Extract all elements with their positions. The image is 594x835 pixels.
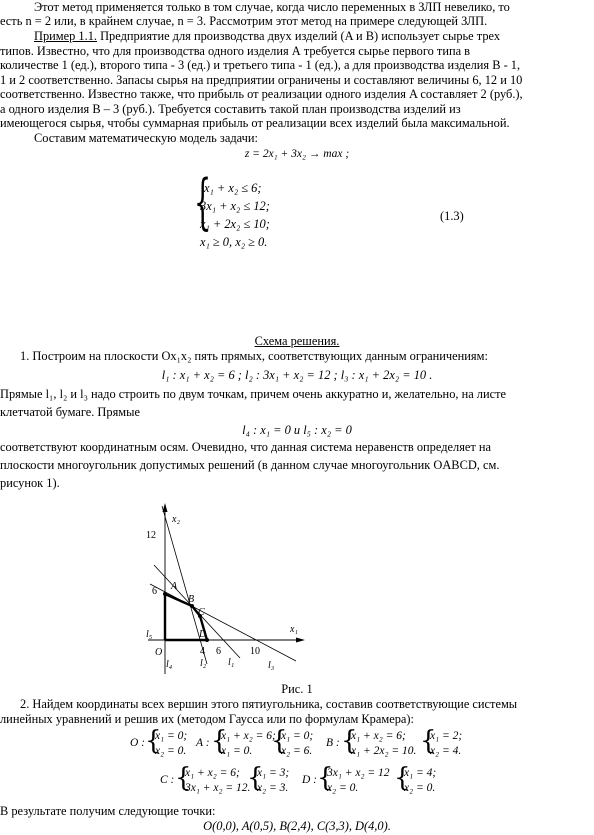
text-line: соответственно. Известно также, что прибыль от реализации одного изделия A составляет 2 (руб.), (0, 87, 523, 101)
line-l4-label: l₄ (166, 659, 173, 670)
text-line: 1 и 2 соответственно. Запасы сырья на предприятии ограничены и составляют величины 6, 12 и 10 (0, 73, 523, 87)
line-l3 (150, 584, 296, 661)
para3-line2: плоскости многоугольник допустимых решений (в данном случае многоугольник OABCD, см. (0, 458, 500, 472)
point-c-label: C (198, 607, 205, 618)
tick-6y: 6 (152, 586, 157, 597)
text-line: есть n = 2 или, в крайнем случае, n = 3. Рассмотрим этот метод на примере следующей ЗЛП. (0, 14, 488, 28)
text-line: имеющегося сырья, чтобы суммарная прибыль от реализации всех изделий была максимальной. (0, 116, 510, 130)
point-d-label: D (199, 629, 207, 640)
axes-definition: l₄ : x₁ = 0 и l₅ : x₂ = 0 (242, 423, 352, 437)
tick-4: 4 (200, 646, 205, 657)
objective-function: z = 2x₁ + 3x₂ → max ; (244, 148, 350, 160)
text-line: Этот метод применяется только в том случае, когда число переменных в ЗЛП невелико, то (34, 0, 510, 14)
point-a-dot (163, 592, 167, 596)
para2-line1: Прямые l₁, l₂ и l₃ надо строить по двум точкам, причем очень аккуратно и, желательно, на листе (0, 387, 507, 401)
text-line: Составим математическую модель задачи: (34, 131, 258, 145)
system-brace: { (194, 167, 212, 237)
constraint-2: 3x₁ + x₂ ≤ 12; (200, 199, 270, 213)
line-l2-label: l₂ (200, 658, 207, 669)
scheme-title: Схема решения. (254, 334, 340, 348)
result-points: O(0,0), A(0,5), B(2,4), C(3,3), D(4,0). (203, 819, 391, 833)
point-b-label: B (188, 594, 195, 605)
point-a-label: A (171, 581, 178, 592)
result-intro: В результате получим следующие точки: (0, 804, 216, 818)
figure-caption: Рис. 1 (281, 682, 313, 696)
tick-10: 10 (250, 646, 260, 657)
constraint-4: x₁ ≥ 0, x₂ ≥ 0. (200, 235, 268, 249)
para2-line2: клетчатой бумаге. Прямые (0, 405, 140, 419)
step2-line1: 2. Найдем координаты всех вершин этого пятиугольника, составив соответствующие системы (20, 697, 518, 711)
figure-1-graph (140, 498, 310, 683)
line-l1-label: l₁ (228, 657, 235, 668)
text-line: а одного изделия В – 3 (руб.). Требуется составить такой план производства изделий из (0, 102, 461, 116)
x-axis-label: x₁ (290, 624, 298, 635)
text-line (34, 29, 594, 44)
example-label: Пример 1.1. (34, 29, 97, 43)
constraint-1: x₁ + x₂ ≤ 6; (204, 181, 262, 195)
line-l3-label: l₃ (268, 660, 275, 671)
text-line: количестве 1 (ед.), второго типа - 3 (ед.) и третьего типа - 1 (ед.), а для производства изделия B - 1, (0, 58, 521, 72)
origin-label: O (155, 647, 163, 658)
tick-6x: 6 (216, 646, 221, 657)
step1-text: 1. Построим на плоскости Ox₁x₂ пять прямых, соответствующих данным ограничениям: (20, 349, 488, 363)
text-line: типов. Известно, что для производства одного изделия А требуется сырье первого типа в (0, 44, 471, 58)
y-axis-label: x₂ (172, 514, 180, 525)
example-text: Предприятие для производства двух изделий (A и B) использует сырье трех (97, 29, 501, 43)
line-l5-label: l₅ (146, 629, 153, 640)
step2-line2: линейных уравнений и решив их (методом Гаусса или по формулам Крамера): (0, 712, 414, 726)
x1-axis-arrow (296, 638, 305, 643)
para3-line3: рисунок 1). (0, 476, 60, 490)
constraint-3: x₁ + 2x₂ ≤ 10; (200, 217, 270, 231)
lines-definition: l₁ : x₁ + x₂ = 6 ; l₂ : 3x₁ + x₂ = 12 ; l₃ : x₁ + 2x₂ = 10 . (161, 368, 433, 382)
tick-12: 12 (146, 530, 156, 541)
para3-line1: соответствуют координатным осям. Очевидно, что данная система неравенств определяет на (0, 440, 492, 454)
equation-number: (1.3) (440, 209, 464, 223)
